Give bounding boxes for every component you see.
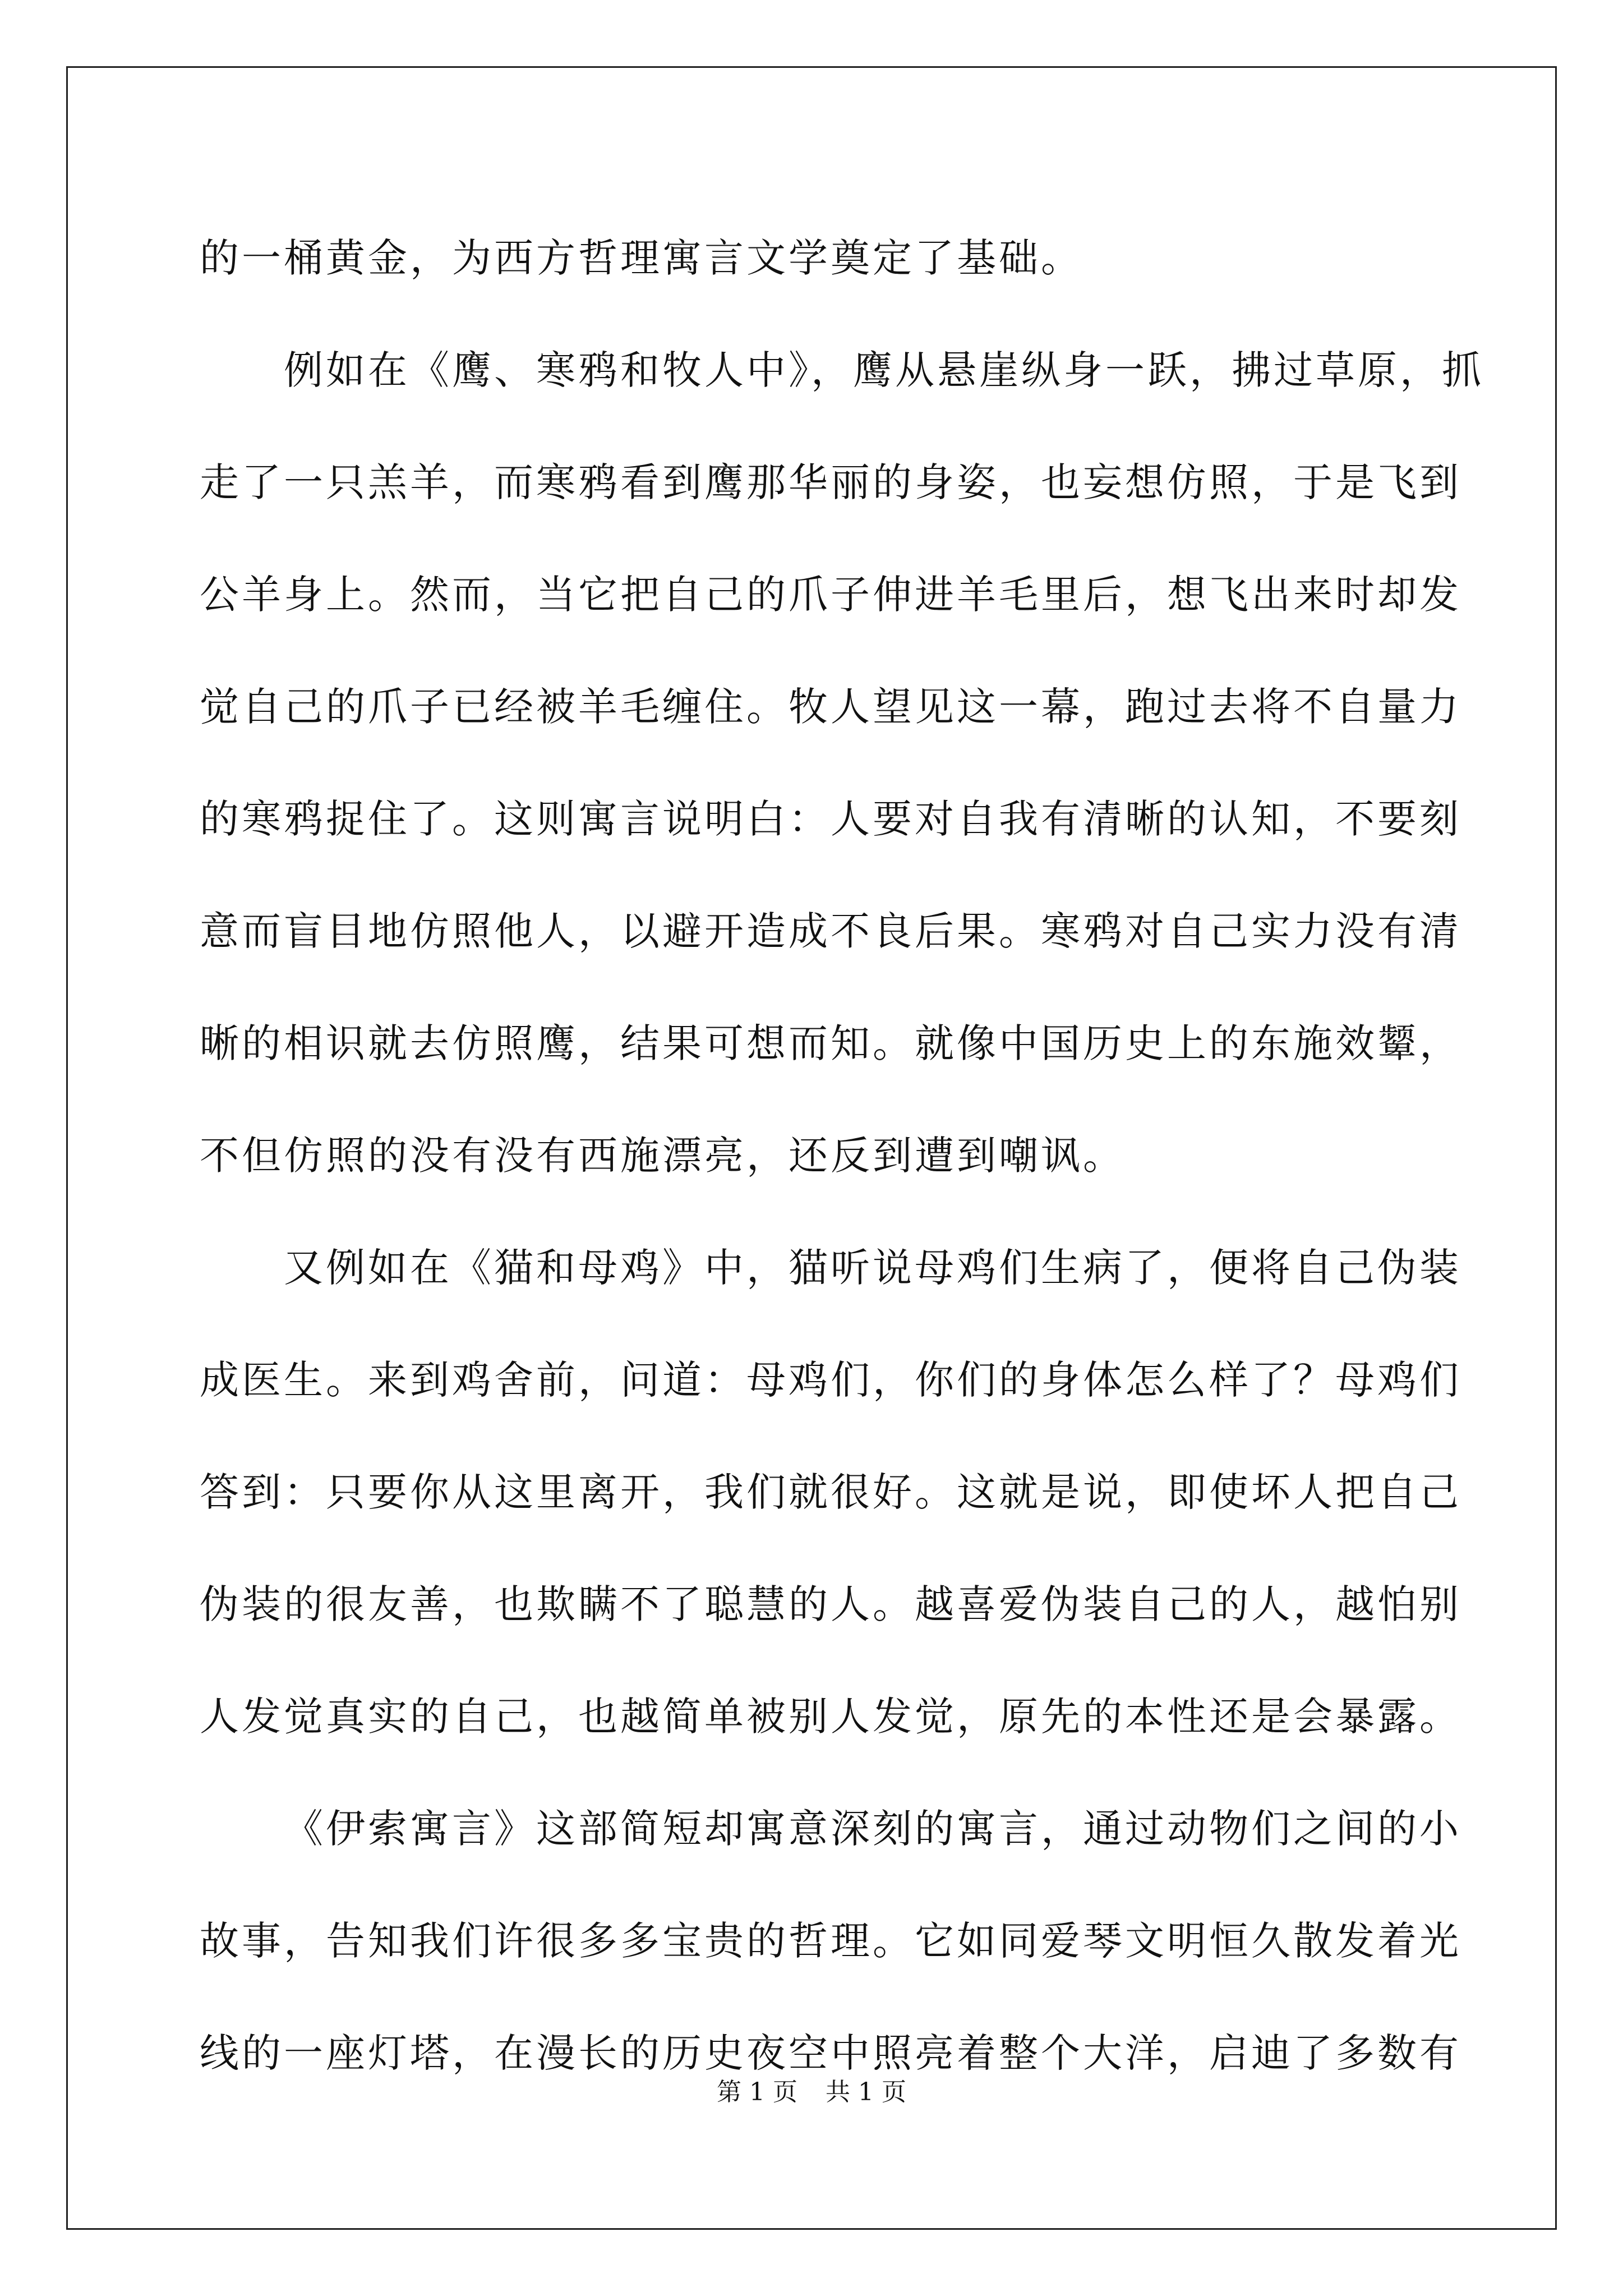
- text-line-11: 成医生。来到鸡舍前，问道：母鸡们，你们的身体怎么样了？母鸡们: [200, 1357, 1461, 1403]
- text-line-16: 故事，告知我们许很多多宝贵的哲理。它如同爱琴文明恒久散发着光: [200, 1918, 1461, 1964]
- text-line-6: 的寒鸦捉住了。这则寓言说明白：人要对自我有清晰的认知，不要刻: [200, 796, 1461, 842]
- page-footer: [0, 2076, 1623, 2109]
- document-body: [200, 202, 1484, 2109]
- text-line-2: 例如在《鹰、寒鸦和牧人中》，鹰从悬崖纵身一跃，拂过草原，抓: [284, 347, 1484, 393]
- text-line-17: 线的一座灯塔，在漫长的历史夜空中照亮着整个大洋，启迪了多数有: [200, 2030, 1461, 2076]
- text-line-4: 公羊身上。然而，当它把自己的爪子伸进羊毛里后，想飞出来时却发: [200, 572, 1461, 618]
- text-line-14: 人发觉真实的自己，也越简单被别人发觉，原先的本性还是会暴露。: [200, 1694, 1461, 1740]
- page-total: 共 1 页: [826, 2078, 906, 2106]
- text-line-13: 伪装的很友善，也欺瞒不了聪慧的人。越喜爱伪装自己的人，越怕别: [200, 1581, 1461, 1627]
- text-line-5: 觉自己的爪子已经被羊毛缠住。牧人望见这一幕，跑过去将不自量力: [200, 684, 1461, 730]
- page-number: 第 1 页: [717, 2078, 797, 2106]
- text-line-10: 又例如在《猫和母鸡》中，猫听说母鸡们生病了，便将自己伪装: [284, 1245, 1461, 1291]
- text-line-3: 走了一只羔羊，而寒鸦看到鹰那华丽的身姿，也妄想仿照，于是飞到: [200, 459, 1461, 505]
- text-line-15: 《伊索寓言》这部简短却寓意深刻的寓言，通过动物们之间的小: [284, 1806, 1461, 1852]
- text-line-1: 的一桶黄金，为西方哲理寓言文学奠定了基础。: [200, 235, 1083, 281]
- text-line-9: 不但仿照的没有没有西施漂亮，还反到遭到嘲讽。: [200, 1133, 1125, 1179]
- text-line-8: 晰的相识就去仿照鹰，结果可想而知。就像中国历史上的东施效颦，: [200, 1020, 1461, 1066]
- text-line-7: 意而盲目地仿照他人，以避开造成不良后果。寒鸦对自己实力没有清: [200, 908, 1461, 954]
- text-line-12: 答到：只要你从这里离开，我们就很好。这就是说，即使坏人把自己: [200, 1469, 1461, 1515]
